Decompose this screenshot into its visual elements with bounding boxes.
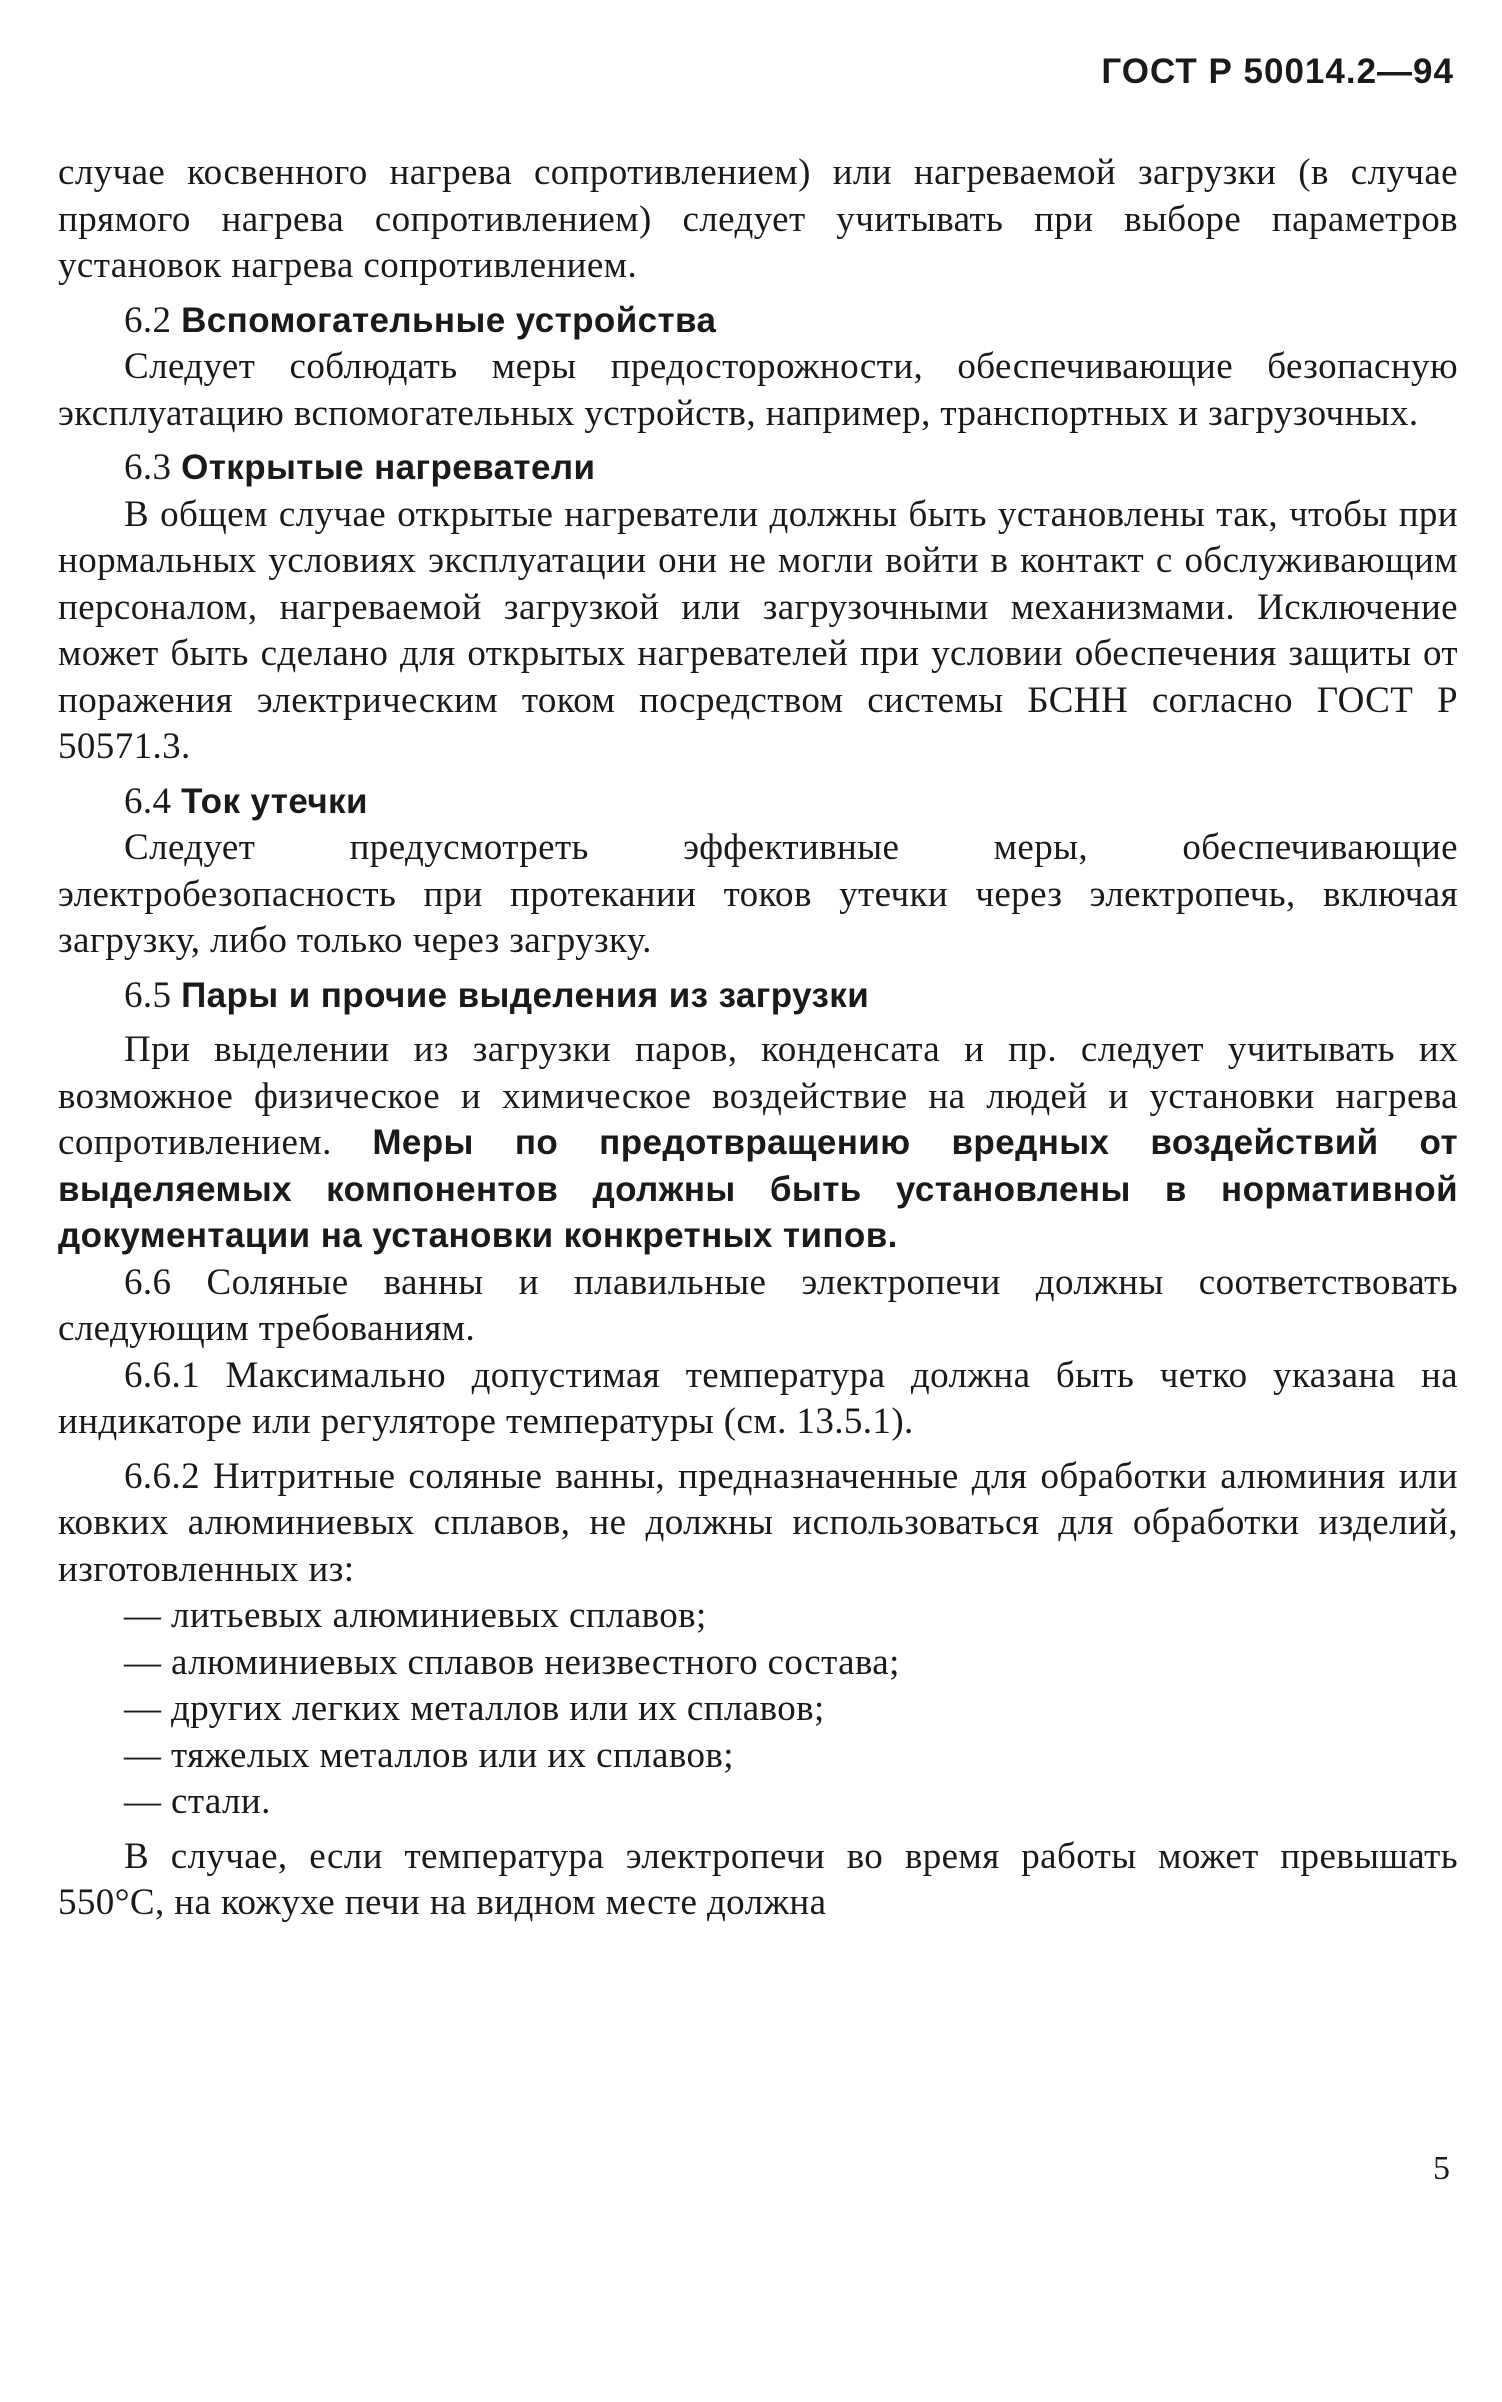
section-title: Открытые нагреватели (181, 448, 596, 487)
section-6-3-text: В общем случае открытые нагреватели должны быть установлены так, чтобы при нормальных условиях эксплуатации они не могли войти в контакт с обслуживающим персоналом, нагреваемой загрузкой или загрузочными механизмами. Исключение может быть сделано для открытых нагревателей при условии обеспечения защиты от поражения электрическим током посредством системы БСНН согласно ГОСТ Р 50571.3. (58, 493, 1458, 767)
list-item: — стали. (124, 1781, 271, 1822)
list-item: — литьевых алюминиевых сплавов; (124, 1595, 707, 1636)
section-6-5-plain: При выделении из загрузки паров, конденсата и пр. следует учитывать их возможное физическое и химическое воздействие на людей и установки нагрева сопротивлением. (58, 1029, 1458, 1163)
section-number: 6.3 (124, 447, 172, 488)
section-6-5-text (58, 1027, 1458, 1260)
section-6-5-heading (58, 973, 1458, 1020)
section-6-6-1-text: 6.6.1 Максимально допустимая температура должна быть четко указана на индикаторе или регуляторе температуры (см. 13.5.1). (58, 1354, 1458, 1442)
list-item: — алюминиевых сплавов неизвестного состава; (124, 1641, 900, 1683)
section-title: Ток утечки (181, 781, 368, 821)
section-6-4-text: Следует предусмотреть эффективные меры, обеспечивающие электробезопасность при протекании токов утечки через электропечь, включая загрузку, либо только через загрузку. (58, 827, 1458, 961)
section-number: 6.4 (124, 780, 172, 822)
section-title: Пары и прочие выделения из загрузки (181, 975, 870, 1015)
section-number: 6.2 (124, 299, 172, 341)
section-title: Вспомогательные устройства (181, 300, 717, 340)
intro-paragraph: случае косвенного нагрева сопротивлением) или нагреваемой загрузки (в случае прямого нагрева сопротивлением) следует учитывать при выборе параметров установок нагрева сопротивлением. (58, 152, 1458, 286)
section-6-2-text: Следует соблюдать меры предосторожности, обеспечивающие безопасную эксплуатацию вспомогательных устройств, например, транспортных и загрузочных. (58, 346, 1458, 434)
section-number: 6.5 (124, 974, 172, 1016)
document-body (58, 150, 1458, 1927)
list-item: — других легких металлов или их сплавов; (124, 1688, 825, 1729)
section-6-3-heading (58, 445, 1458, 492)
section-6-4-heading (58, 779, 1458, 826)
section-6-6-text: 6.6 Соляные ванны и плавильные электропечи должны соответствовать следующим требованиям. (58, 1261, 1458, 1349)
section-6-5-bold: Меры по предотвращению вредных воздействий от выделяемых компонентов должны быть установлены в нормативной документации на установки конкретных типов. (58, 1123, 1458, 1255)
section-6-6-2-text: 6.6.2 Нитритные соляные ванны, предназначенные для обработки алюминия или ковких алюминиевых сплавов, не должны использоваться для обработки изделий, изготовленных из: (58, 1455, 1458, 1590)
section-6-2-heading (58, 298, 1458, 345)
list-item: — тяжелых металлов или их сплавов; (124, 1734, 734, 1776)
closing-paragraph: В случае, если температура электропечи во время работы может превышать 550°С, на кожухе печи на видном месте должна (58, 1835, 1458, 1923)
document-code: ГОСТ Р 50014.2—94 (1101, 52, 1454, 91)
page-number: 5 (1433, 2150, 1450, 2187)
